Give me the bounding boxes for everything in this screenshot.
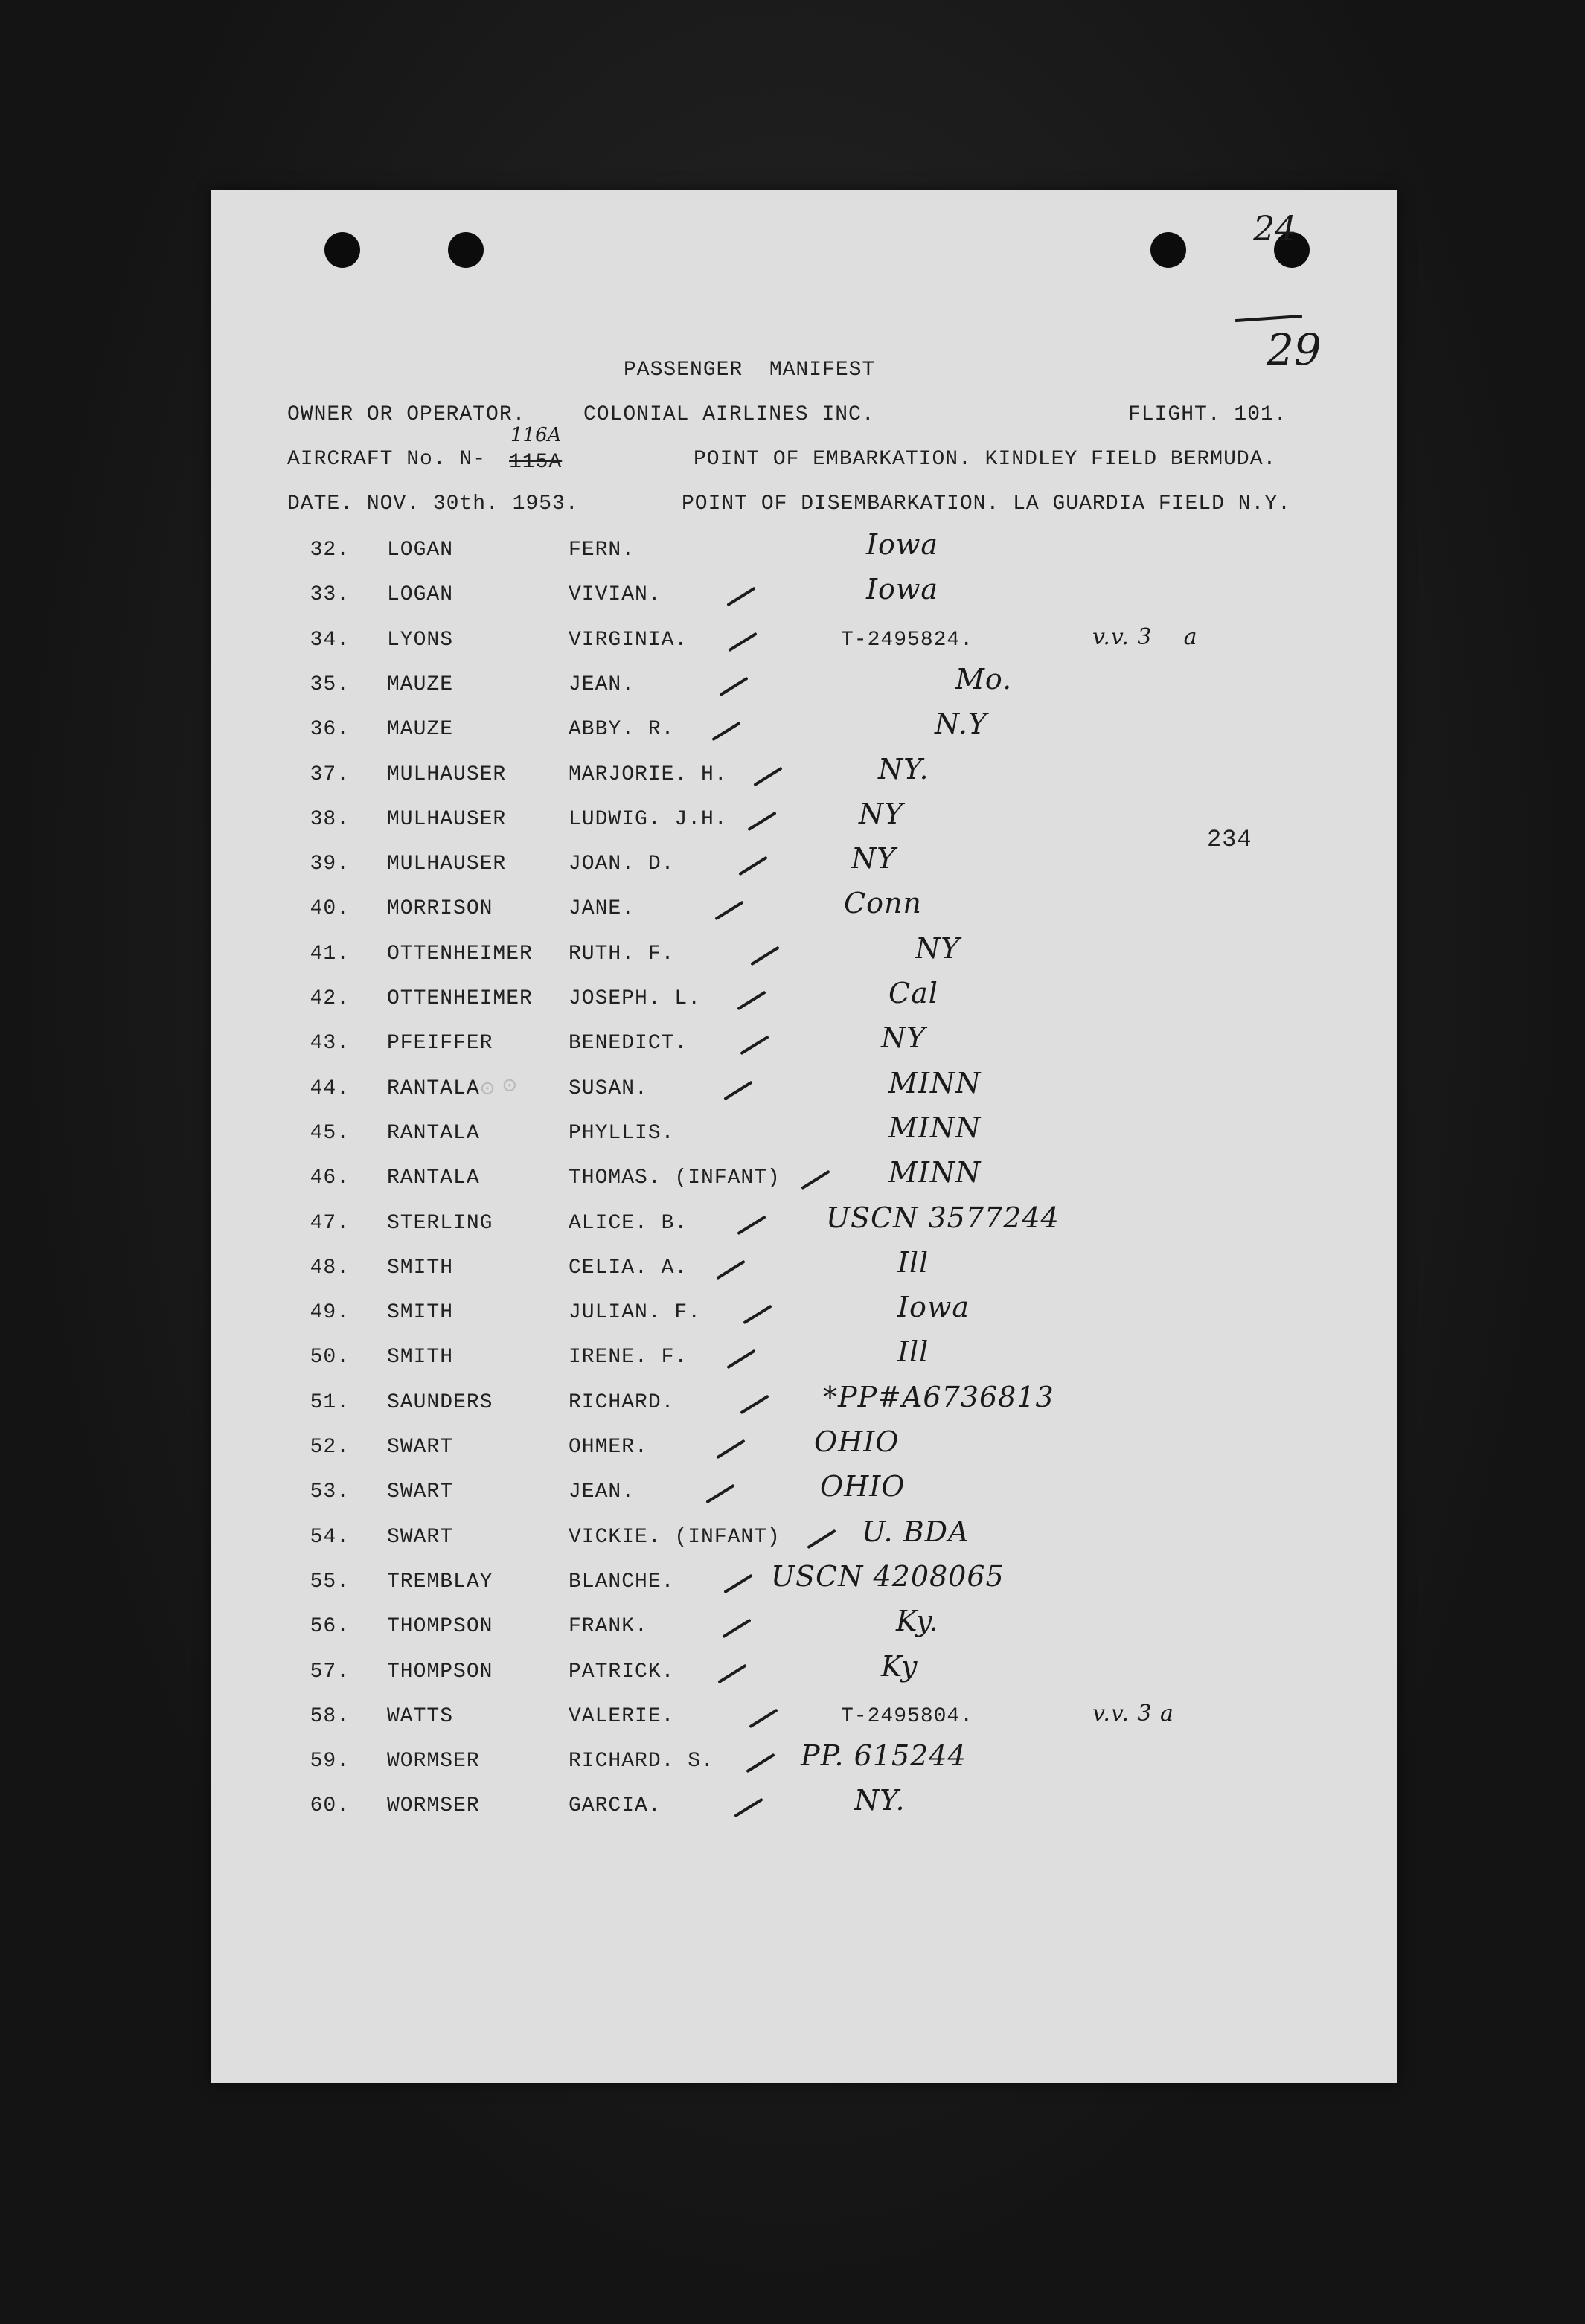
punch-hole: [1150, 232, 1186, 268]
passenger-surname: SAUNDERS: [387, 1390, 493, 1414]
passenger-row: [211, 1066, 1397, 1107]
passenger-row: [211, 573, 1397, 613]
handwritten-note: NY.: [854, 1784, 906, 1817]
passenger-surname: SWART: [387, 1525, 454, 1549]
handwritten-note: MINN: [888, 1156, 982, 1190]
check-mark: [716, 1259, 745, 1280]
aircraft-value-handwritten: 116A: [510, 424, 562, 446]
passenger-row: [211, 623, 1397, 658]
passenger-number: 54.: [310, 1525, 350, 1549]
side-number: 234: [1207, 826, 1252, 853]
passenger-number: 50.: [310, 1346, 350, 1370]
passenger-surname: OTTENHEIMER: [387, 942, 533, 966]
passenger-given-name: JOSEPH. L.: [569, 987, 702, 1010]
passenger-number: 56.: [310, 1615, 350, 1639]
handwritten-note: Iowa: [897, 1291, 970, 1324]
passenger-number: 49.: [310, 1301, 350, 1325]
check-mark: [734, 1798, 763, 1818]
handwritten-note: N.Y: [935, 707, 987, 741]
handwritten-note: Ill: [897, 1245, 929, 1279]
handwritten-note: PP. 615244: [801, 1739, 967, 1773]
passenger-given-name: THOMAS. (INFANT): [569, 1166, 781, 1190]
passenger-number: 36.: [310, 718, 350, 742]
check-mark: [740, 1036, 769, 1056]
passenger-given-name: GARCIA.: [569, 1794, 662, 1818]
passenger-surname: WATTS: [387, 1704, 454, 1728]
passenger-number: 48.: [310, 1256, 350, 1280]
punch-hole: [324, 232, 360, 268]
passenger-given-name: FERN.: [569, 539, 635, 562]
handwritten-note: U. BDA: [862, 1515, 970, 1548]
corner-mark-top: 24: [1253, 208, 1297, 248]
check-mark: [728, 632, 757, 652]
handwritten-note: Iowa: [866, 528, 939, 561]
passenger-row: [211, 707, 1397, 748]
passenger-row: [211, 931, 1397, 972]
check-mark: [747, 811, 776, 831]
passenger-given-name: RICHARD. S.: [569, 1750, 714, 1774]
handwritten-note: Ky: [881, 1649, 918, 1683]
passenger-given-name: IRENE. F.: [569, 1346, 688, 1370]
passenger-given-name: ABBY. R.: [569, 718, 675, 742]
passenger-row: [211, 1425, 1397, 1466]
travel-document-number: T-2495804.: [841, 1704, 974, 1728]
handwritten-note: MINN: [888, 1111, 982, 1144]
passenger-number: 46.: [310, 1166, 350, 1190]
handwritten-note: USCN 4208065: [771, 1559, 1005, 1593]
passenger-number: 34.: [310, 628, 350, 652]
passenger-given-name: JULIAN. F.: [569, 1301, 702, 1325]
passenger-surname: MAUZE: [387, 718, 454, 742]
passenger-surname: RANTALA: [387, 1076, 480, 1100]
check-mark: [723, 1080, 752, 1100]
check-mark: [746, 1753, 775, 1774]
passenger-number: 43.: [310, 1032, 350, 1056]
passenger-surname: LYONS: [387, 628, 454, 652]
passenger-row: [211, 842, 1397, 882]
handwritten-note: NY: [881, 1021, 926, 1055]
passenger-number: 57.: [310, 1660, 350, 1683]
handwritten-note: Cal: [888, 977, 938, 1009]
passenger-surname: MORRISON: [387, 897, 493, 921]
passenger-surname: SMITH: [387, 1346, 454, 1370]
passenger-surname: WORMSER: [387, 1750, 480, 1774]
passenger-number: 33.: [310, 583, 350, 607]
check-mark: [737, 991, 766, 1011]
passenger-surname: MAUZE: [387, 673, 454, 696]
passenger-given-name: LUDWIG. J.H.: [569, 807, 728, 831]
passenger-number: 47.: [310, 1211, 350, 1235]
handwritten-note: Ill: [897, 1335, 929, 1369]
passenger-surname: SWART: [387, 1480, 454, 1504]
check-mark: [737, 1215, 766, 1235]
passenger-given-name: SUSAN.: [569, 1076, 648, 1100]
passenger-row: [211, 1559, 1397, 1600]
passenger-given-name: VICKIE. (INFANT): [569, 1525, 781, 1549]
passenger-number: 59.: [310, 1750, 350, 1774]
passenger-row: [211, 1291, 1397, 1331]
corner-mark-bottom: 29: [1267, 324, 1322, 375]
passenger-surname: STERLING: [387, 1211, 493, 1235]
check-mark: [749, 1708, 778, 1728]
passenger-row: [211, 1380, 1397, 1421]
check-mark: [717, 1663, 746, 1683]
handwritten-note: *PP#A6736813: [823, 1380, 1054, 1413]
passenger-surname: LOGAN: [387, 583, 454, 607]
embarkation-point: POINT OF EMBARKATION. KINDLEY FIELD BERMUDA.: [694, 448, 1277, 471]
passenger-number: 42.: [310, 987, 350, 1010]
handwritten-note: NY.: [878, 752, 929, 786]
faint-stamp: ⊙ ⊙: [478, 1073, 519, 1101]
passenger-surname: SWART: [387, 1436, 454, 1459]
handwritten-note: OHIO: [814, 1425, 900, 1458]
travel-document-number: T-2495824.: [841, 628, 974, 652]
handwritten-note: Mo.: [955, 662, 1013, 696]
passenger-given-name: JEAN.: [569, 673, 635, 696]
passenger-number: 38.: [310, 807, 350, 831]
passenger-given-name: JEAN.: [569, 1480, 635, 1504]
passenger-row: [211, 1021, 1397, 1062]
passenger-surname: MULHAUSER: [387, 763, 507, 786]
passenger-given-name: RICHARD.: [569, 1390, 675, 1414]
check-mark: [753, 766, 782, 786]
passenger-number: 40.: [310, 897, 350, 921]
passenger-row: [211, 1739, 1397, 1779]
passenger-row: [211, 1649, 1397, 1690]
passenger-number: 58.: [310, 1704, 350, 1728]
passenger-row: [211, 887, 1397, 927]
handwritten-note: USCN 3577244: [826, 1201, 1060, 1234]
check-mark: [716, 1439, 745, 1460]
handwritten-annotation: v.v. 3 a: [1092, 1700, 1174, 1727]
passenger-number: 44.: [310, 1076, 350, 1100]
passenger-row: [211, 528, 1397, 568]
passenger-number: 32.: [310, 539, 350, 562]
passenger-number: 41.: [310, 942, 350, 966]
aircraft-label: AIRCRAFT No. N-: [287, 448, 487, 471]
passenger-surname: RANTALA: [387, 1166, 480, 1190]
passenger-row: [211, 1156, 1397, 1196]
passenger-given-name: ALICE. B.: [569, 1211, 688, 1235]
passenger-given-name: VALERIE.: [569, 1704, 675, 1728]
handwritten-note: MINN: [888, 1066, 982, 1100]
handwritten-note: NY: [915, 931, 961, 965]
check-mark: [705, 1484, 734, 1504]
handwritten-note: OHIO: [820, 1470, 906, 1503]
passenger-row: [211, 977, 1397, 1017]
passenger-surname: SMITH: [387, 1256, 454, 1280]
handwritten-note: Conn: [844, 887, 922, 920]
passenger-given-name: MARJORIE. H.: [569, 763, 728, 786]
handwritten-note: NY: [859, 797, 904, 830]
passenger-given-name: JOAN. D.: [569, 853, 675, 876]
passenger-given-name: FRANK.: [569, 1615, 648, 1639]
check-mark: [743, 1305, 772, 1325]
passenger-row: [211, 1515, 1397, 1556]
passenger-given-name: VIRGINIA.: [569, 628, 688, 652]
passenger-row: [211, 1201, 1397, 1242]
passenger-surname: PFEIFFER: [387, 1032, 493, 1056]
passenger-surname: WORMSER: [387, 1794, 480, 1818]
passenger-surname: THOMPSON: [387, 1615, 493, 1639]
disembarkation-point: POINT OF DISEMBARKATION. LA GUARDIA FIELD N.Y.: [682, 492, 1291, 516]
passenger-surname: TREMBLAY: [387, 1570, 493, 1593]
passenger-given-name: PATRICK.: [569, 1660, 675, 1683]
check-mark: [723, 1574, 752, 1594]
check-mark: [726, 587, 755, 607]
check-mark: [711, 722, 740, 742]
manifest-sheet: [211, 190, 1397, 2083]
passenger-number: 55.: [310, 1570, 350, 1593]
check-mark: [740, 1394, 769, 1414]
check-mark: [722, 1619, 751, 1639]
passenger-given-name: BLANCHE.: [569, 1570, 675, 1593]
passenger-surname: THOMPSON: [387, 1660, 493, 1683]
passenger-row: [211, 1111, 1397, 1152]
passenger-row: [211, 1245, 1397, 1286]
handwritten-note: Iowa: [866, 573, 939, 606]
owner-label: OWNER OR OPERATOR.: [287, 403, 526, 426]
passenger-number: 52.: [310, 1436, 350, 1459]
passenger-row: [211, 1700, 1397, 1735]
passenger-row: [211, 752, 1397, 793]
passenger-number: 51.: [310, 1390, 350, 1414]
passenger-row: [211, 1784, 1397, 1824]
passenger-surname: RANTALA: [387, 1121, 480, 1145]
passenger-surname: OTTENHEIMER: [387, 987, 533, 1010]
passenger-row: [211, 1470, 1397, 1510]
passenger-number: 45.: [310, 1121, 350, 1145]
handwritten-annotation: v.v. 3 a: [1092, 623, 1198, 650]
passenger-number: 60.: [310, 1794, 350, 1818]
check-mark: [801, 1170, 830, 1190]
passenger-surname: MULHAUSER: [387, 853, 507, 876]
check-mark: [726, 1349, 755, 1370]
check-mark: [738, 856, 767, 876]
punch-hole: [448, 232, 484, 268]
flight-number: FLIGHT. 101.: [1128, 403, 1287, 426]
passenger-given-name: VIVIAN.: [569, 583, 662, 607]
passenger-row: [211, 1335, 1397, 1376]
manifest-title: PASSENGER MANIFEST: [624, 359, 876, 382]
check-mark: [719, 677, 748, 697]
check-mark: [714, 901, 743, 921]
passenger-given-name: RUTH. F.: [569, 942, 675, 966]
passenger-given-name: OHMER.: [569, 1436, 648, 1459]
passenger-given-name: BENEDICT.: [569, 1032, 688, 1056]
passenger-surname: SMITH: [387, 1301, 454, 1325]
passenger-row: [211, 1605, 1397, 1645]
passenger-number: 39.: [310, 853, 350, 876]
handwritten-note: Ky.: [896, 1605, 939, 1638]
passenger-row: [211, 662, 1397, 703]
check-mark: [807, 1529, 836, 1549]
passenger-row: [211, 797, 1397, 838]
manifest-date: DATE. NOV. 30th. 1953.: [287, 492, 579, 516]
passenger-given-name: CELIA. A.: [569, 1256, 688, 1280]
check-mark: [750, 946, 779, 966]
passenger-number: 35.: [310, 673, 350, 696]
passenger-number: 53.: [310, 1480, 350, 1504]
passenger-given-name: PHYLLIS.: [569, 1121, 675, 1145]
owner-value: COLONIAL AIRLINES INC.: [583, 403, 875, 426]
passenger-surname: MULHAUSER: [387, 807, 507, 831]
corner-mark-rule: [1235, 315, 1302, 322]
passenger-number: 37.: [310, 763, 350, 786]
aircraft-value-struck: 115A: [509, 451, 563, 474]
handwritten-note: NY: [851, 842, 897, 876]
passenger-given-name: JANE.: [569, 897, 635, 921]
passenger-surname: LOGAN: [387, 539, 454, 562]
